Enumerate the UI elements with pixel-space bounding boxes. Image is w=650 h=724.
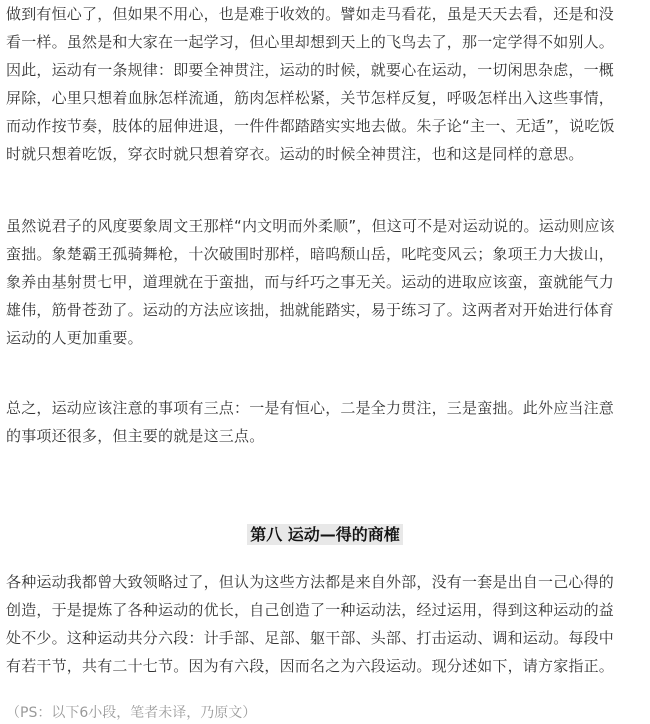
section-heading	[0, 522, 650, 548]
paragraph: 总之，运动应该注意的事项有三点：一是有恒心，二是全力贯注，三是蛮拙。此外应当注意 的事项还很多，但主要的就是这三点。	[6, 399, 615, 445]
translator-note: （PS：以下6小段，笔者未译，乃原文）	[6, 705, 257, 721]
paragraph: 各种运动我都曾大致领略过了，但认为这些方法都是来自外部，没有一套是出自一己心得的 创造，于是提炼了各种运动的优长，自己创造了一种运动法，经过运用，得到这种运动的益 处不少。这种运动共分六段：计手部、足部、躯干部、头部、打击运动、调和运动。每段中 有若干节，共有二十七节。因为有六段，因而名之为六段运动。现分述如下，请方家指正。	[6, 573, 615, 675]
paragraph: 做到有恒心了，但如果不用心，也是难于收效的。譬如走马看花，虽是天天去看，还是和没 看一样。虽然是和大家在一起学习，但心里却想到天上的飞鸟去了，那一定学得不如别人。 因此，运动有一条规律：即要全神贯注，运动的时候，就要心在运动，一切闲思杂虑，一概 屏除，心里只想着血脉怎样流通，筋肉怎样松紧，关节怎样反复，呼吸怎样出入这些事情， 而动作按节奏，肢体的屈伸进退，一件件都踏踏实实地去做。朱子论“主一、无适”，说吃饭 时就只想着吃饭，穿衣时就只想着穿衣。运动的时候全神贯注，也和这是同样的意思。	[6, 5, 615, 163]
paragraph: 虽然说君子的风度要象周文王那样“内文明而外柔顺”，但这可不是对运动说的。运动则应该 蛮拙。象楚霸王孤骑舞枪，十次破围时那样，暗呜颓山岳，叱咤变风云；象项王力大拔山， 象养由基射贯七甲，道理就在于蛮拙，而与纤巧之事无关。运动的进取应该蛮，蛮就能气力 雄伟，筋骨苍劲了。运动的方法应该拙，拙就能踏实，易于练习了。这两者对开始进行体育 运动的人更加重要。	[6, 217, 615, 347]
section-heading-text: 第八 运动—得的商榷	[247, 524, 403, 545]
